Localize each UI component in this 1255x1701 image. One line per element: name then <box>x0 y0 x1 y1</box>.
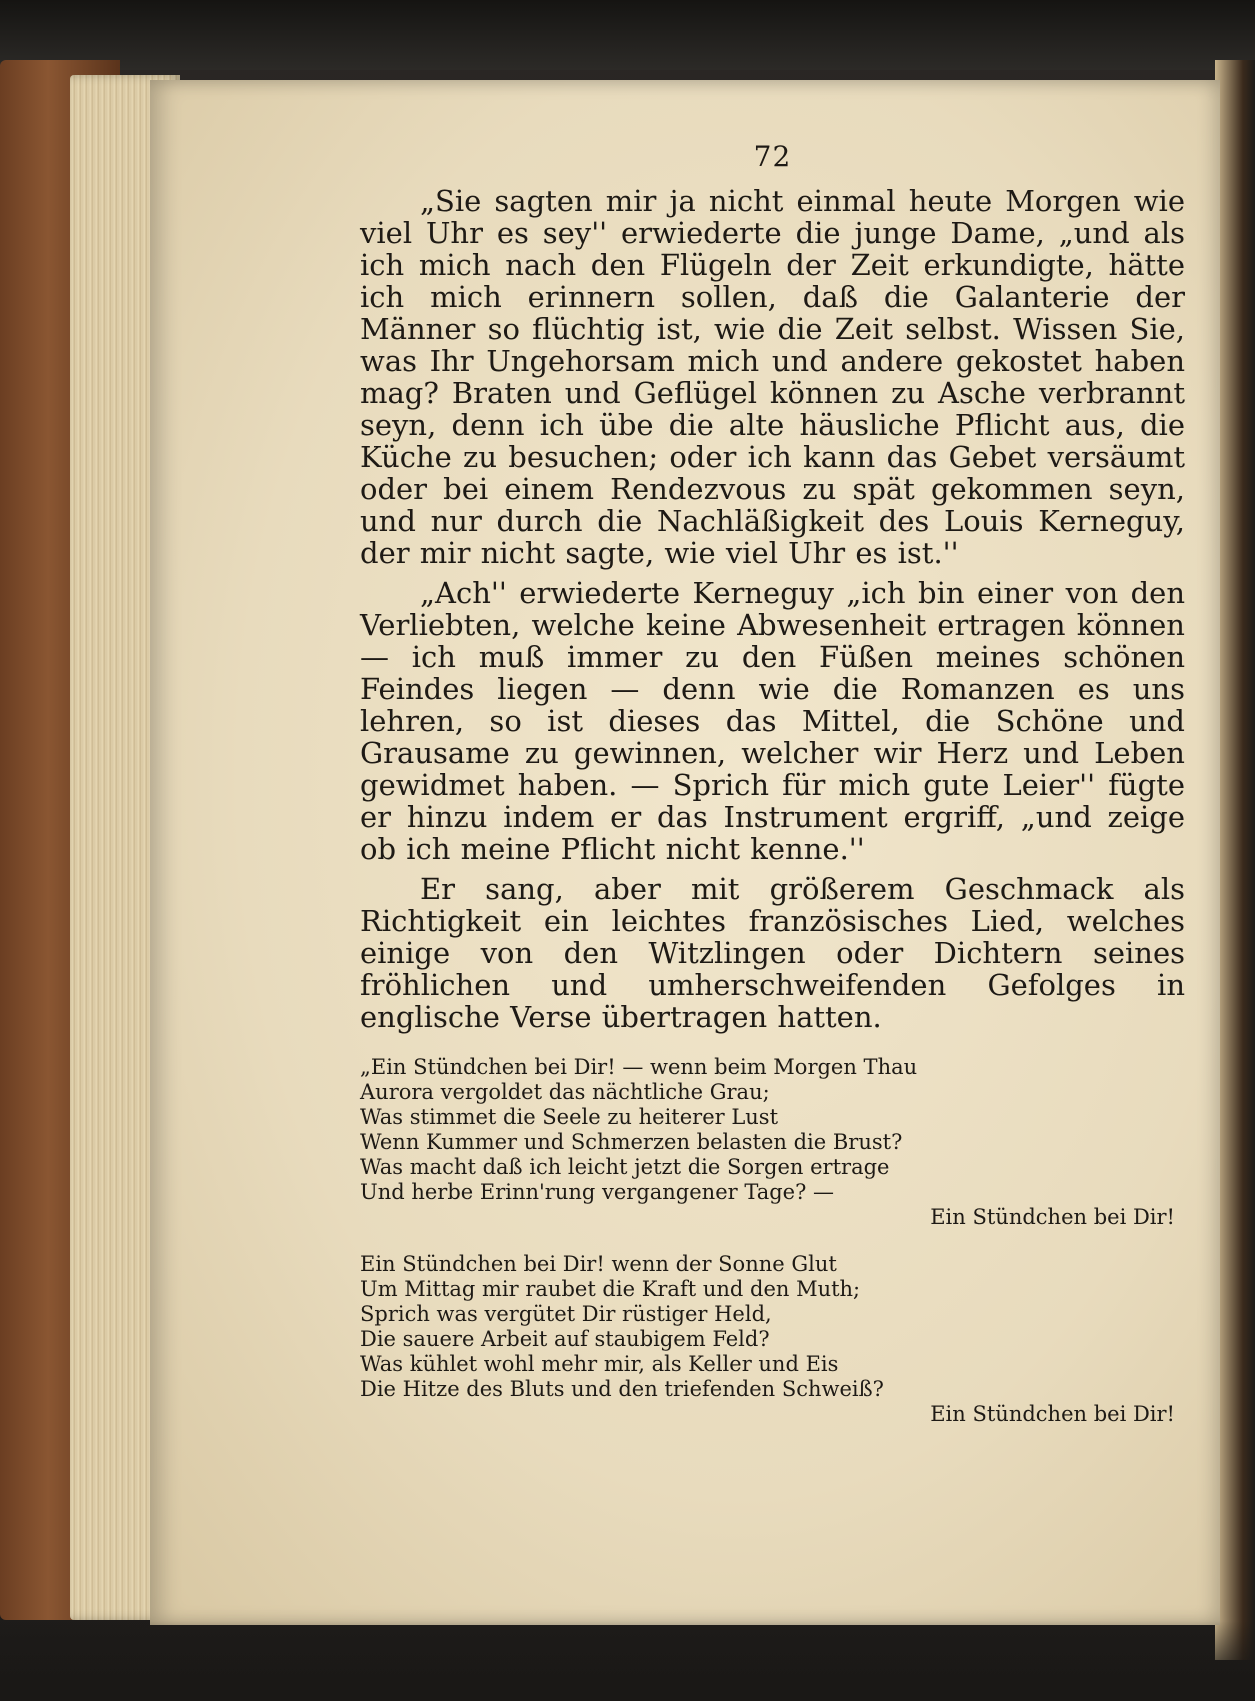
paragraph-2: „Ach'' erwiederte Kerneguy „ich bin einer von den Verliebten, welche keine Abwesenheit ertragen können — ich muß immer zu den Füßen meines schönen Feindes liegen — denn wie die Romanzen es uns lehren, so ist dieses das Mittel, die Schöne und Grausame zu gewinnen, welcher wir Herz und Leben gewidmet haben. — Sprich für mich gute Leier'' fügte er hinzu indem er das Instrument ergriff, „und zeige ob ich meine Pflicht nicht kenne.'' <box>360 576 1185 866</box>
poem-stanza-2 <box>360 1252 1185 1427</box>
facing-page-edge <box>1215 60 1255 1660</box>
background-top <box>0 0 1255 70</box>
poem-line: Was stimmet die Seele zu heiterer Lust <box>360 1105 779 1129</box>
poem-line: Um Mittag mir raubet die Kraft und den Muth; <box>360 1277 861 1301</box>
poem-line: Sprich was vergütet Dir rüstiger Held, <box>360 1302 772 1326</box>
poem-line: Aurora vergoldet das nächtliche Grau; <box>360 1080 770 1104</box>
poem-line: Was macht daß ich leicht jetzt die Sorgen ertrage <box>360 1155 890 1179</box>
poem-line: Die Hitze des Bluts und den triefenden Schweiß? <box>360 1377 884 1401</box>
poem-refrain: Ein Stündchen bei Dir! <box>930 1205 1175 1229</box>
paragraph-3: Er sang, aber mit größerem Geschmack als Richtigkeit ein leichtes französisches Lied, welches einige von den Witzlingen oder Dichtern seines fröhlichen und umherschweifenden Gefolges in englische Verse übertragen hatten. <box>360 872 1185 1034</box>
poem-line: Die sauere Arbeit auf staubigem Feld? <box>360 1327 770 1351</box>
background-bottom <box>0 1621 1255 1701</box>
paragraph-1: „Sie sagten mir ja nicht einmal heute Morgen wie viel Uhr es sey'' erwiederte die junge Dame, „und als ich mich nach den Flügeln der Zeit erkundigte, hätte ich mich erinnern sollen, daß die Galanterie der Männer so flüchtig ist, wie die Zeit selbst. Wissen Sie, was Ihr Ungehorsam mich und andere gekostet haben mag? Braten und Geflügel können zu Asche verbrannt seyn, denn ich übe die alte häusliche Pflicht aus, die Küche zu besuchen; oder ich kann das Gebet versäumt oder bei einem Rendezvous zu spät gekommen seyn, und nur durch die Nachläßigkeit des Louis Kerneguy, der mir nicht sagte, wie viel Uhr es ist.'' <box>360 184 1185 570</box>
poem <box>360 1055 1185 1427</box>
poem-line: Ein Stündchen bei Dir! wenn der Sonne Glut <box>360 1252 837 1276</box>
page-content <box>360 140 1185 1449</box>
poem-line: Und herbe Erinn'rung vergangener Tage? — <box>360 1180 835 1204</box>
poem-line: Was kühlet wohl mehr mir, als Keller und Eis <box>360 1352 839 1376</box>
poem-line: Wenn Kummer und Schmerzen belasten die Brust? <box>360 1130 903 1154</box>
poem-line: „Ein Stündchen bei Dir! — wenn beim Morgen Thau <box>360 1055 918 1079</box>
page-number: 72 <box>753 140 792 173</box>
poem-refrain: Ein Stündchen bei Dir! <box>930 1402 1175 1426</box>
poem-stanza-1 <box>360 1055 1185 1230</box>
